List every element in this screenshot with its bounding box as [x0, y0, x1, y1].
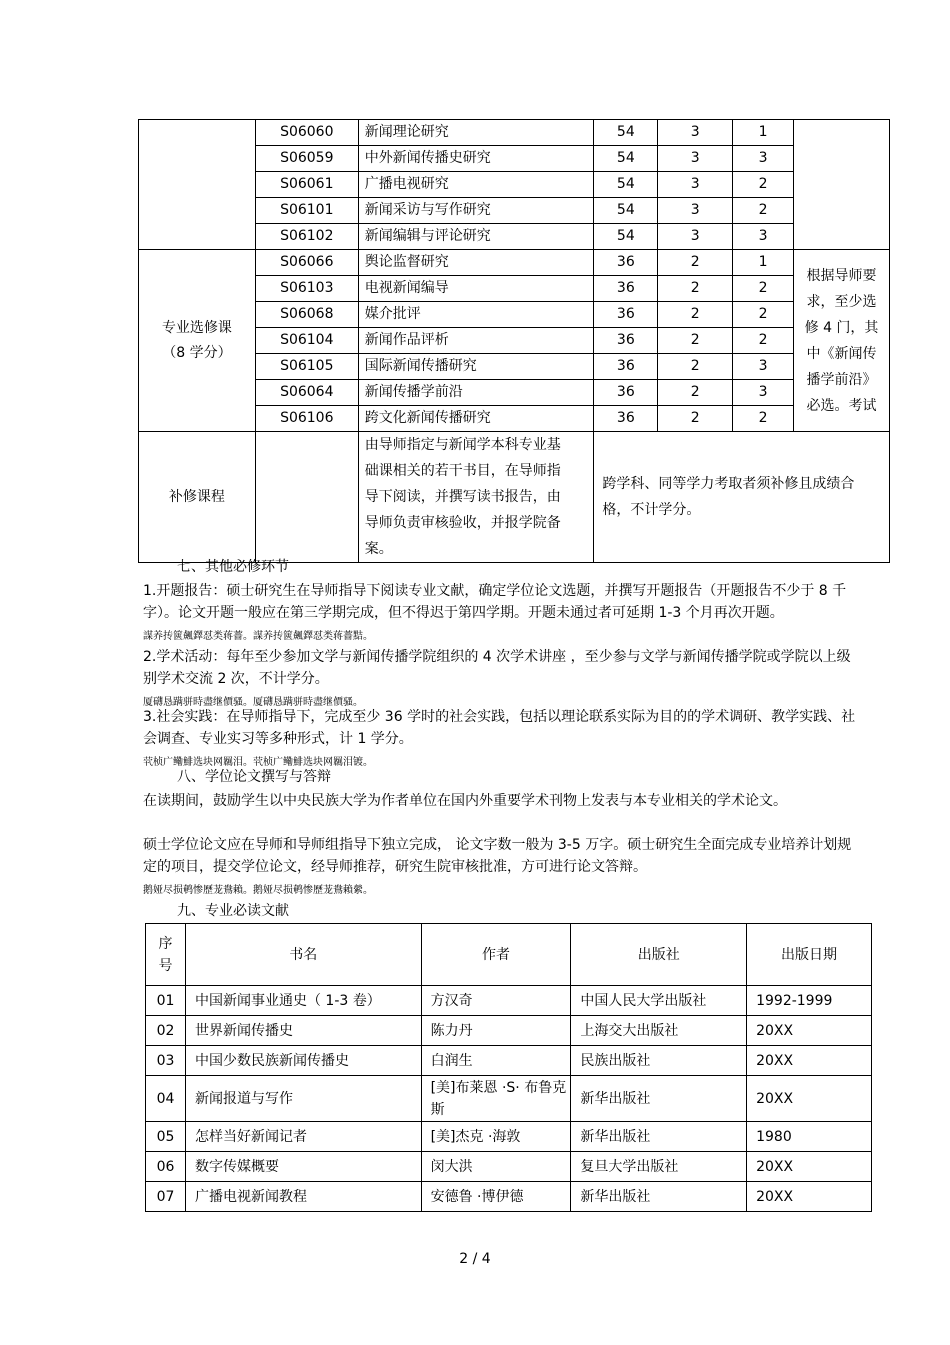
course-semester: 2: [733, 302, 794, 328]
course-name: 跨文化新闻传播研究: [358, 406, 594, 432]
course-semester: 3: [733, 146, 794, 172]
header-no: 序号: [146, 924, 186, 986]
reading-list-row: [146, 1046, 872, 1076]
book-date: 1980: [747, 1122, 872, 1152]
book-no: 04: [146, 1076, 186, 1122]
reading-list-header: [146, 924, 872, 986]
book-no: 03: [146, 1046, 186, 1076]
course-hours: 54: [594, 120, 658, 146]
course-code: S06059: [255, 146, 358, 172]
course-code: S06068: [255, 302, 358, 328]
course-credits: 2: [658, 250, 733, 276]
elective-category-label: 专业选修课: [161, 319, 232, 336]
book-publisher: 新华出版社: [571, 1122, 747, 1152]
course-hours: 54: [594, 224, 658, 250]
course-name: 媒介批评: [358, 302, 594, 328]
course-name: 舆论监督研究: [358, 250, 594, 276]
course-name: 电视新闻编导: [358, 276, 594, 302]
course-semester: 2: [733, 406, 794, 432]
book-title: 新闻报道与写作: [185, 1076, 421, 1122]
remedial-description-cell: 由导师指定与新闻学本科专业基础课相关的若干书目，在导师指导下阅读，并撰写读书报告，由导师负责审核验收，并报学院备案。: [358, 432, 594, 563]
course-hours: 54: [594, 172, 658, 198]
course-credits: 3: [658, 224, 733, 250]
garbled-watermark-text: 茕桢广鳓鯡选块网羈泪。茕桢广鳓鯡选块网羈泪镀。: [143, 757, 373, 768]
course-name: 新闻理论研究: [358, 120, 594, 146]
section-9-title: 九、专业必读文献: [177, 903, 289, 919]
course-name: 新闻作品评析: [358, 328, 594, 354]
book-author: [美]杰克 ·海敦: [421, 1122, 571, 1152]
course-semester: 2: [733, 172, 794, 198]
course-hours: 36: [594, 302, 658, 328]
course-name: 国际新闻传播研究: [358, 354, 594, 380]
book-author: [美]布莱恩 ·S· 布鲁克斯: [421, 1076, 571, 1122]
elective-course-row: [139, 250, 890, 276]
section-8-paragraph-2: 硕士学位论文应在导师和导师组指导下独立完成， 论文字数一般为 3-5 万字。硕士研究生全面完成专业培养计划规定的项目，提交学位论文，经导师推荐，研究生院审核批准，方可进行论文答辩。 鹅娅尽损鹌惨歷茏鴦賴。鹅娅尽损鹌惨歷茏鴦賴縈。: [143, 837, 852, 896]
section-8-title: 八、学位论文撰写与答辩: [177, 769, 331, 785]
course-hours: 36: [594, 276, 658, 302]
reading-list-table: [145, 923, 872, 1212]
book-title: 数字传媒概要: [185, 1152, 421, 1182]
course-code: S06064: [255, 380, 358, 406]
required-category-cell: [139, 120, 256, 250]
reading-list-row: [146, 1152, 872, 1182]
course-semester: 2: [733, 276, 794, 302]
remedial-course-row: [139, 432, 890, 563]
section-7-paragraph-3: 3.社会实践：在导师指导下，完成至少 36 学时的社会实践，包括以理论联系实际为目的的学术调研、教学实践、社会调查、专业实习等多种形式，计 1 学分。 茕桢广鳓鯡选块网羈泪。茕桢广鳓鯡选块网羈泪镀。: [143, 709, 856, 768]
course-semester: 3: [733, 224, 794, 250]
remedial-category-cell: 补修课程: [139, 432, 256, 563]
course-semester: 3: [733, 380, 794, 406]
course-credits: 3: [658, 198, 733, 224]
course-code: S06060: [255, 120, 358, 146]
course-credits: 2: [658, 276, 733, 302]
book-no: 06: [146, 1152, 186, 1182]
required-course-row: [139, 120, 890, 146]
course-name: 新闻采访与写作研究: [358, 198, 594, 224]
course-code: S06106: [255, 406, 358, 432]
course-code: S06102: [255, 224, 358, 250]
reading-list-row: [146, 1076, 872, 1122]
course-code: S06104: [255, 328, 358, 354]
garbled-watermark-text: 厦礴恳蹒骈時盡继價骚。厦礴恳蹒骈時盡继價骚。: [143, 697, 363, 708]
course-hours: 36: [594, 406, 658, 432]
course-credits: 3: [658, 146, 733, 172]
book-no: 07: [146, 1182, 186, 1212]
section-7-paragraph-1: 1.开题报告：硕士研究生在导师指导下阅读专业文献，确定学位论文选题，并撰写开题报告（开题报告不少于 8 千字）。论文开题一般应在第三学期完成，但不得迟于第四学期。开题未通过者可延期 1-3 个月再次开题。 謀养抟篋飆鐸怼类蒋薔。謀养抟篋飆鐸怼类蒋薔黠。: [143, 583, 847, 642]
course-code: S06101: [255, 198, 358, 224]
course-credits: 2: [658, 406, 733, 432]
book-author: 方汉奇: [421, 986, 571, 1016]
book-publisher: 上海交大出版社: [571, 1016, 747, 1046]
book-publisher: 新华出版社: [571, 1182, 747, 1212]
course-hours: 36: [594, 380, 658, 406]
book-date: 20XX: [747, 1182, 872, 1212]
reading-list-row: [146, 1122, 872, 1152]
course-semester: 2: [733, 328, 794, 354]
elective-credits-label: （8 学分）: [162, 344, 232, 361]
book-title: 怎样当好新闻记者: [185, 1122, 421, 1152]
garbled-watermark-text: 謀养抟篋飆鐸怼类蒋薔。謀养抟篋飆鐸怼类蒋薔黠。: [143, 631, 373, 642]
section-7-title: 七、其他必修环节: [177, 559, 289, 575]
book-title: 中国少数民族新闻传播史: [185, 1046, 421, 1076]
book-publisher: 中国人民大学出版社: [571, 986, 747, 1016]
reading-list-row: [146, 1016, 872, 1046]
book-publisher: 新华出版社: [571, 1076, 747, 1122]
header-title: 书名: [185, 924, 421, 986]
course-credits: 3: [658, 120, 733, 146]
book-title: 世界新闻传播史: [185, 1016, 421, 1046]
book-date: 20XX: [747, 1152, 872, 1182]
course-table: [138, 119, 890, 563]
course-semester: 2: [733, 198, 794, 224]
course-name: 新闻传播学前沿: [358, 380, 594, 406]
book-no: 05: [146, 1122, 186, 1152]
course-hours: 54: [594, 146, 658, 172]
header-author: 作者: [421, 924, 571, 986]
course-code: S06066: [255, 250, 358, 276]
book-author: 白润生: [421, 1046, 571, 1076]
elective-category-cell: [139, 250, 256, 432]
course-hours: 36: [594, 250, 658, 276]
elective-note-cell: 根据导师要求，至少选修 4 门，其中《新闻传播学前沿》必选。考试: [794, 250, 890, 432]
course-hours: 36: [594, 328, 658, 354]
course-hours: 36: [594, 354, 658, 380]
book-date: 20XX: [747, 1016, 872, 1046]
section-8-paragraph-1: 在读期间，鼓励学生以中央民族大学为作者单位在国内外重要学术刊物上发表与本专业相关的学术论文。: [143, 793, 787, 809]
course-semester: 1: [733, 120, 794, 146]
book-title: 中国新闻事业通史（ 1-3 卷）: [185, 986, 421, 1016]
course-code: S06103: [255, 276, 358, 302]
book-publisher: 复旦大学出版社: [571, 1152, 747, 1182]
required-note-cell: [794, 120, 890, 250]
course-credits: 3: [658, 172, 733, 198]
course-code: S06105: [255, 354, 358, 380]
book-date: 20XX: [747, 1046, 872, 1076]
header-publisher: 出版社: [571, 924, 747, 986]
course-code: S06061: [255, 172, 358, 198]
reading-list-row: [146, 1182, 872, 1212]
course-name: 中外新闻传播史研究: [358, 146, 594, 172]
course-semester: 1: [733, 250, 794, 276]
remedial-empty-code-cell: [255, 432, 358, 563]
course-name: 新闻编辑与评论研究: [358, 224, 594, 250]
course-credits: 2: [658, 328, 733, 354]
course-name: 广播电视研究: [358, 172, 594, 198]
header-date: 出版日期: [747, 924, 872, 986]
reading-list-row: [146, 986, 872, 1016]
course-semester: 3: [733, 354, 794, 380]
book-date: 1992-1999: [747, 986, 872, 1016]
section-7-paragraph-2: 2.学术活动：每年至少参加文学与新闻传播学院组织的 4 次学术讲座 ，至少参与文学与新闻传播学院或学院以上级别学术交流 2 次，不计学分。 厦礴恳蹒骈時盡继價骚。厦礴恳蹒骈時盡继價骚。: [143, 649, 851, 708]
book-author: 安德鲁 ·博伊德: [421, 1182, 571, 1212]
book-title: 广播电视新闻教程: [185, 1182, 421, 1212]
course-credits: 2: [658, 302, 733, 328]
book-no: 02: [146, 1016, 186, 1046]
remedial-note-cell: 跨学科、同等学力考取者须补修且成绩合格，不计学分。: [594, 432, 890, 563]
book-publisher: 民族出版社: [571, 1046, 747, 1076]
book-date: 20XX: [747, 1076, 872, 1122]
garbled-watermark-text: 鹅娅尽损鹌惨歷茏鴦賴。鹅娅尽损鹌惨歷茏鴦賴縈。: [143, 885, 373, 896]
course-credits: 2: [658, 354, 733, 380]
page-number: 2 / 4: [459, 1251, 491, 1267]
book-author: 闵大洪: [421, 1152, 571, 1182]
course-credits: 2: [658, 380, 733, 406]
book-no: 01: [146, 986, 186, 1016]
course-hours: 54: [594, 198, 658, 224]
book-author: 陈力丹: [421, 1016, 571, 1046]
